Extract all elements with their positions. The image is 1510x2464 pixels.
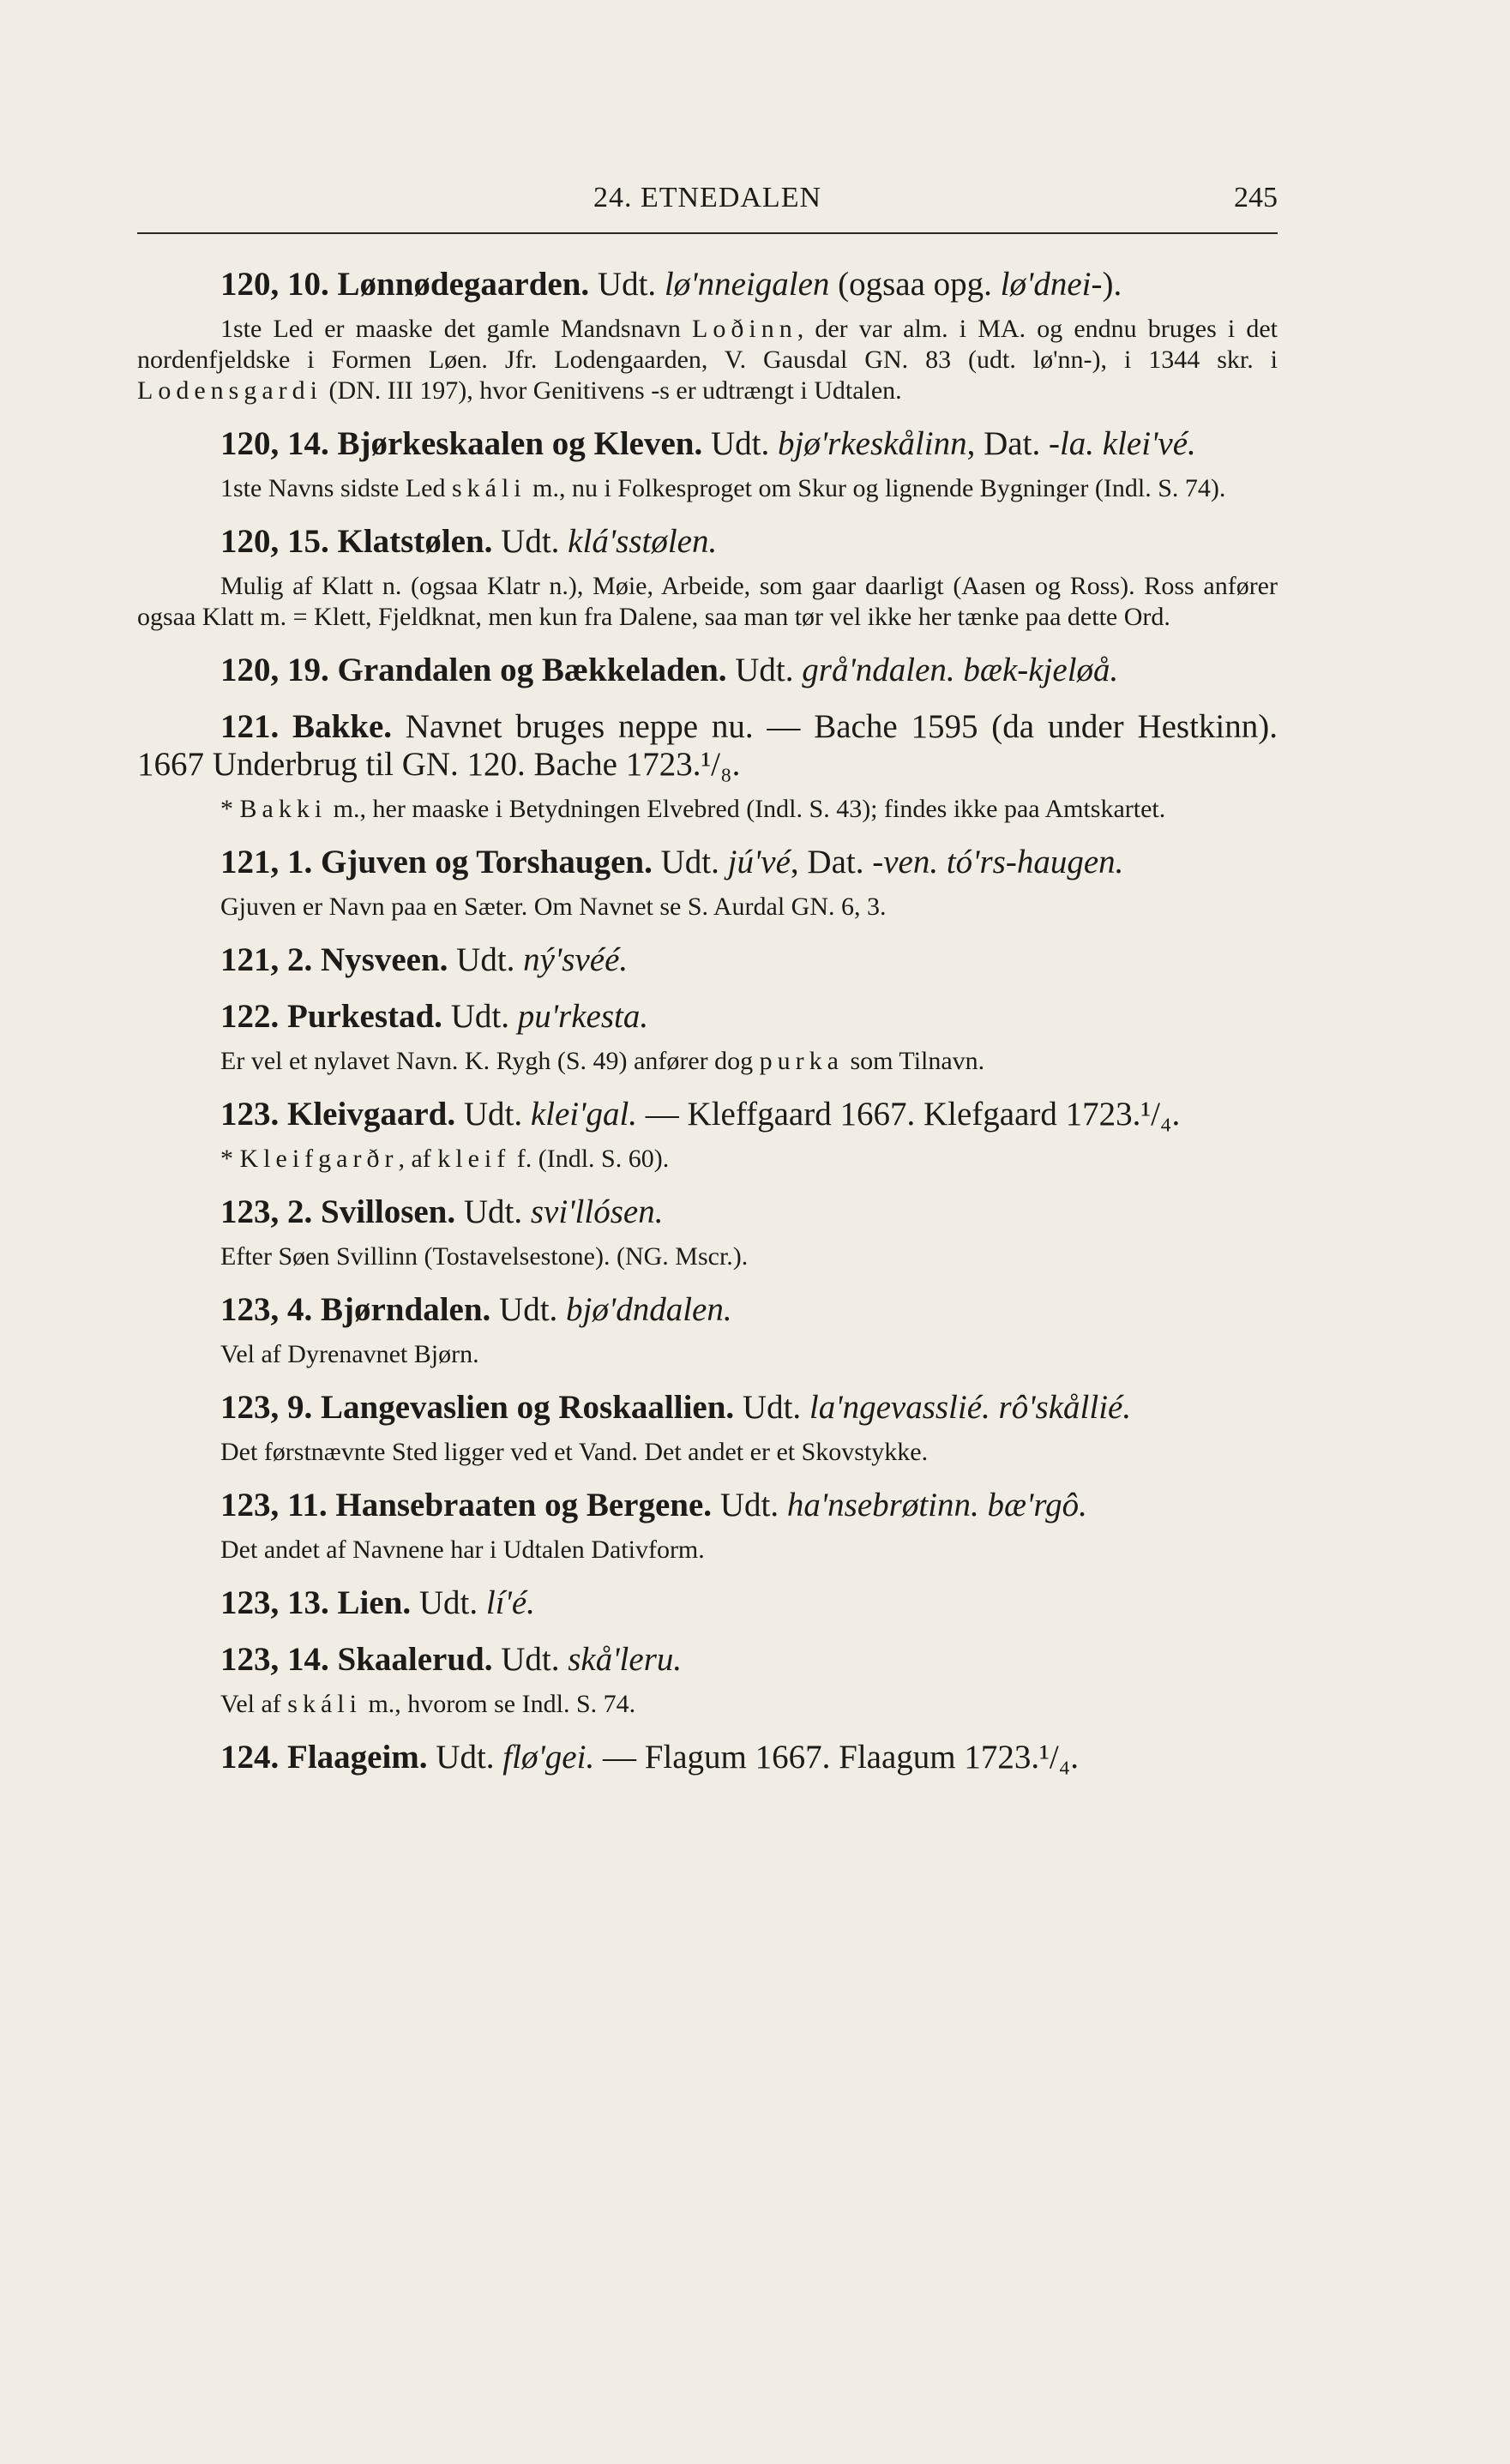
entry-number: 121, 1. bbox=[220, 844, 313, 880]
note-text: f. (Indl. S. 60). bbox=[510, 1145, 670, 1173]
entry bbox=[137, 266, 1278, 406]
entry-number: 124. bbox=[220, 1739, 280, 1776]
entry bbox=[137, 1584, 1278, 1622]
note-text: Det førstnævnte Sted ligger ved et Vand. Det andet er et Skovstykke. bbox=[220, 1438, 929, 1466]
entry-heading bbox=[137, 652, 1278, 689]
header-rule bbox=[137, 232, 1278, 234]
entry-note bbox=[137, 1241, 1278, 1272]
entry-text: Udt. bbox=[442, 998, 518, 1035]
spaced-term: Lodensgardi bbox=[137, 376, 322, 405]
spaced-term: skáli bbox=[287, 1690, 362, 1718]
entries-list bbox=[137, 266, 1278, 1776]
pronunciation: svi'llósen. bbox=[530, 1193, 664, 1230]
entry-note bbox=[137, 314, 1278, 406]
entry-heading bbox=[137, 523, 1278, 561]
entry-number: 123, 4. bbox=[220, 1291, 313, 1328]
note-text: , der var alm. i MA. og endnu bruges i det nordenfjeldske i Formen Løen. Jfr. Lodengaarden, V. Gausdal GN. 83 (udt. lø'nn-), i 1344 skr. i bbox=[137, 315, 1278, 374]
entry-heading bbox=[137, 1739, 1278, 1776]
entry-heading bbox=[137, 1641, 1278, 1679]
pronunciation: bjø'rkeskålinn bbox=[778, 425, 967, 462]
entry-note bbox=[137, 1437, 1278, 1468]
pronunciation: klá'sstølen. bbox=[568, 523, 718, 560]
entry-number: 122. bbox=[220, 998, 280, 1035]
entry-heading bbox=[137, 425, 1278, 463]
entry-text: , Dat. bbox=[966, 425, 1049, 462]
entry-heading bbox=[137, 1584, 1278, 1622]
entry-number: 120, 15. bbox=[220, 523, 329, 560]
entry-note bbox=[137, 1046, 1278, 1077]
pronunciation: klei'gal. bbox=[530, 1096, 638, 1133]
entry-text: Udt. bbox=[712, 1487, 787, 1523]
pronunciation: lø'dnei- bbox=[1000, 266, 1103, 303]
entry-number: 123, 9. bbox=[220, 1389, 313, 1426]
note-text: m., nu i Folkesproget om Skur og lignende Bygninger (Indl. S. 74). bbox=[526, 474, 1226, 502]
entry bbox=[137, 652, 1278, 689]
place-name: Lønnødegaarden. bbox=[337, 266, 590, 303]
pronunciation: lø'nneigalen bbox=[664, 266, 830, 303]
entry-number: 123, 2. bbox=[220, 1193, 313, 1230]
pronunciation: grå'ndalen. bæk-kjeløå. bbox=[802, 652, 1119, 688]
entry-note bbox=[137, 571, 1278, 633]
entry-note bbox=[137, 473, 1278, 504]
note-text: Vel af Dyrenavnet Bjørn. bbox=[220, 1340, 479, 1368]
entry-note bbox=[137, 1339, 1278, 1370]
entry-heading bbox=[137, 1487, 1278, 1524]
pronunciation: ný'svéé. bbox=[523, 941, 629, 978]
entry-text: Udt. bbox=[652, 844, 728, 880]
note-text: Efter Søen Svillinn (Tostavelsestone). (NG. Mscr.). bbox=[220, 1242, 749, 1271]
spaced-term: Loðinn bbox=[692, 315, 797, 343]
place-name: Svillosen. bbox=[321, 1193, 456, 1230]
entry-heading bbox=[137, 266, 1278, 303]
entry-heading bbox=[137, 1096, 1278, 1133]
entry-text: Udt. bbox=[411, 1584, 486, 1621]
note-text: Vel af bbox=[220, 1690, 288, 1718]
page-number: 245 bbox=[1234, 182, 1278, 213]
pronunciation: ha'nsebrøtinn. bæ'rgô. bbox=[786, 1487, 1087, 1523]
entry bbox=[137, 941, 1278, 979]
entry-heading bbox=[137, 708, 1278, 784]
entry bbox=[137, 1096, 1278, 1175]
note-text: 1ste Led er maaske det gamle Mandsnavn bbox=[220, 315, 693, 343]
pronunciation: flø'gei. bbox=[502, 1739, 595, 1776]
place-name: Bakke. bbox=[292, 708, 392, 745]
entry bbox=[137, 998, 1278, 1077]
place-name: Flaageim. bbox=[287, 1739, 428, 1776]
entry bbox=[137, 1291, 1278, 1370]
entry-text: Udt. bbox=[455, 1096, 531, 1133]
pronunciation: pu'rkesta. bbox=[517, 998, 649, 1035]
spaced-term: skáli bbox=[451, 474, 526, 502]
place-name: Grandalen og Bækkeladen. bbox=[337, 652, 727, 688]
entry-number: 120, 10. bbox=[220, 266, 329, 303]
note-text: (DN. III 197), hvor Genitivens -s er udtrængt i Udtalen. bbox=[322, 376, 902, 405]
entry-number: 120, 19. bbox=[220, 652, 329, 688]
entry bbox=[137, 1389, 1278, 1468]
place-name: Skaalerud. bbox=[337, 1641, 493, 1678]
entry-text: Navnet bruges neppe nu. — Bache 1595 (da under Hestkinn). 1667 Underbrug til GN. 120. Bache 1723.¹/₈. bbox=[137, 708, 1278, 783]
entry-text: ). bbox=[1102, 266, 1122, 303]
running-head bbox=[137, 182, 1278, 225]
entry-text: Udt. bbox=[427, 1739, 503, 1776]
place-name: Bjørkeskaalen og Kleven. bbox=[337, 425, 703, 462]
entry-text: Udt. bbox=[492, 1641, 569, 1678]
note-text: m., her maaske i Betydningen Elvebred (Indl. S. 43); findes ikke paa Amtskartet. bbox=[327, 795, 1166, 823]
note-text: Er vel et nylavet Navn. K. Rygh (S. 49) anfører dog bbox=[220, 1047, 760, 1075]
place-name: Hansebraaten og Bergene. bbox=[335, 1487, 713, 1523]
place-name: Langevaslien og Roskaallien. bbox=[321, 1389, 735, 1426]
place-name: Lien. bbox=[337, 1584, 412, 1621]
entry bbox=[137, 1739, 1278, 1776]
note-text: 1ste Navns sidste Led bbox=[220, 474, 452, 502]
entry-text: Udt. bbox=[726, 652, 803, 688]
entry-text: (ogsaa opg. bbox=[829, 266, 1001, 303]
entry-heading bbox=[137, 1193, 1278, 1231]
entry-text: Udt. bbox=[734, 1389, 809, 1426]
entry bbox=[137, 708, 1278, 825]
pronunciation: bjø'dndalen. bbox=[566, 1291, 732, 1328]
note-text: Gjuven er Navn paa en Sæter. Om Navnet se S. Aurdal GN. 6, 3. bbox=[220, 892, 887, 921]
entry-heading bbox=[137, 998, 1278, 1036]
entry-number: 123, 11. bbox=[220, 1487, 328, 1523]
entry-text: — Flagum 1667. Flaagum 1723.¹/₄. bbox=[594, 1739, 1079, 1776]
entry-heading bbox=[137, 1389, 1278, 1427]
place-name: Nysveen. bbox=[321, 941, 448, 978]
entry bbox=[137, 425, 1278, 504]
entry-note bbox=[137, 794, 1278, 825]
entry-text: , Dat. bbox=[790, 844, 873, 880]
entry-number: 121, 2. bbox=[220, 941, 313, 978]
note-text: * bbox=[220, 795, 240, 823]
entry-number: 120, 14. bbox=[220, 425, 329, 462]
entry bbox=[137, 1641, 1278, 1720]
entry-note bbox=[137, 1689, 1278, 1720]
entry bbox=[137, 1487, 1278, 1566]
spaced-term: Bakki bbox=[239, 795, 328, 823]
note-text: * bbox=[220, 1145, 240, 1173]
place-name: Purkestad. bbox=[287, 998, 442, 1035]
entry-text: Udt. bbox=[490, 1291, 567, 1328]
pronunciation: -ven. tó'rs-haugen. bbox=[872, 844, 1124, 880]
spaced-term: Kleifgarðr bbox=[239, 1145, 399, 1173]
entry-note bbox=[137, 1535, 1278, 1566]
spaced-term: purka bbox=[759, 1047, 844, 1075]
entry bbox=[137, 523, 1278, 633]
note-text: som Tilnavn. bbox=[843, 1047, 985, 1075]
entry-number: 123, 13. bbox=[220, 1584, 329, 1621]
pronunciation: jú'vé bbox=[727, 844, 791, 880]
entry-heading bbox=[137, 1291, 1278, 1329]
entry-heading bbox=[137, 844, 1278, 881]
entry-text: Udt. bbox=[702, 425, 778, 462]
entry-text: Udt. bbox=[589, 266, 665, 303]
entry-text: Udt. bbox=[448, 941, 524, 978]
entry-note bbox=[137, 892, 1278, 922]
entry-number: 121. bbox=[220, 708, 280, 745]
entry-text: — Kleffgaard 1667. Klefgaard 1723.¹/₄. bbox=[637, 1096, 1181, 1133]
note-text: m., hvorom se Indl. S. 74. bbox=[361, 1690, 636, 1718]
pronunciation: skå'leru. bbox=[568, 1641, 683, 1678]
entry-text: Udt. bbox=[492, 523, 569, 560]
note-text: Det andet af Navnene har i Udtalen Dativform. bbox=[220, 1535, 705, 1564]
spaced-term: kleif bbox=[437, 1145, 511, 1173]
chapter-title: 24. ETNEDALEN bbox=[593, 182, 822, 213]
note-text: Mulig af Klatt n. (ogsaa Klatr n.), Møie, Arbeide, som gaar daarligt (Aasen og Ross). Ross anfører ogsaa Klatt m. = Klett, Fjeldknat, men kun fra Dalene, saa man tør vel ikke her tænke paa dette Ord. bbox=[137, 572, 1278, 631]
place-name: Klatstølen. bbox=[337, 523, 493, 560]
entry bbox=[137, 844, 1278, 922]
entry-number: 123, 14. bbox=[220, 1641, 329, 1678]
note-text: , af bbox=[398, 1145, 438, 1173]
place-name: Gjuven og Torshaugen. bbox=[321, 844, 653, 880]
entry-note bbox=[137, 1144, 1278, 1175]
pronunciation: lí'é. bbox=[485, 1584, 535, 1621]
entry bbox=[137, 1193, 1278, 1272]
place-name: Bjørndalen. bbox=[321, 1291, 491, 1328]
entry-text: Udt. bbox=[455, 1193, 531, 1230]
entry-number: 123. bbox=[220, 1096, 280, 1133]
place-name: Kleivgaard. bbox=[287, 1096, 456, 1133]
pronunciation: la'ngevasslié. rô'skållié. bbox=[809, 1389, 1132, 1426]
pronunciation: -la. klei'vé. bbox=[1048, 425, 1196, 462]
entry-heading bbox=[137, 941, 1278, 979]
